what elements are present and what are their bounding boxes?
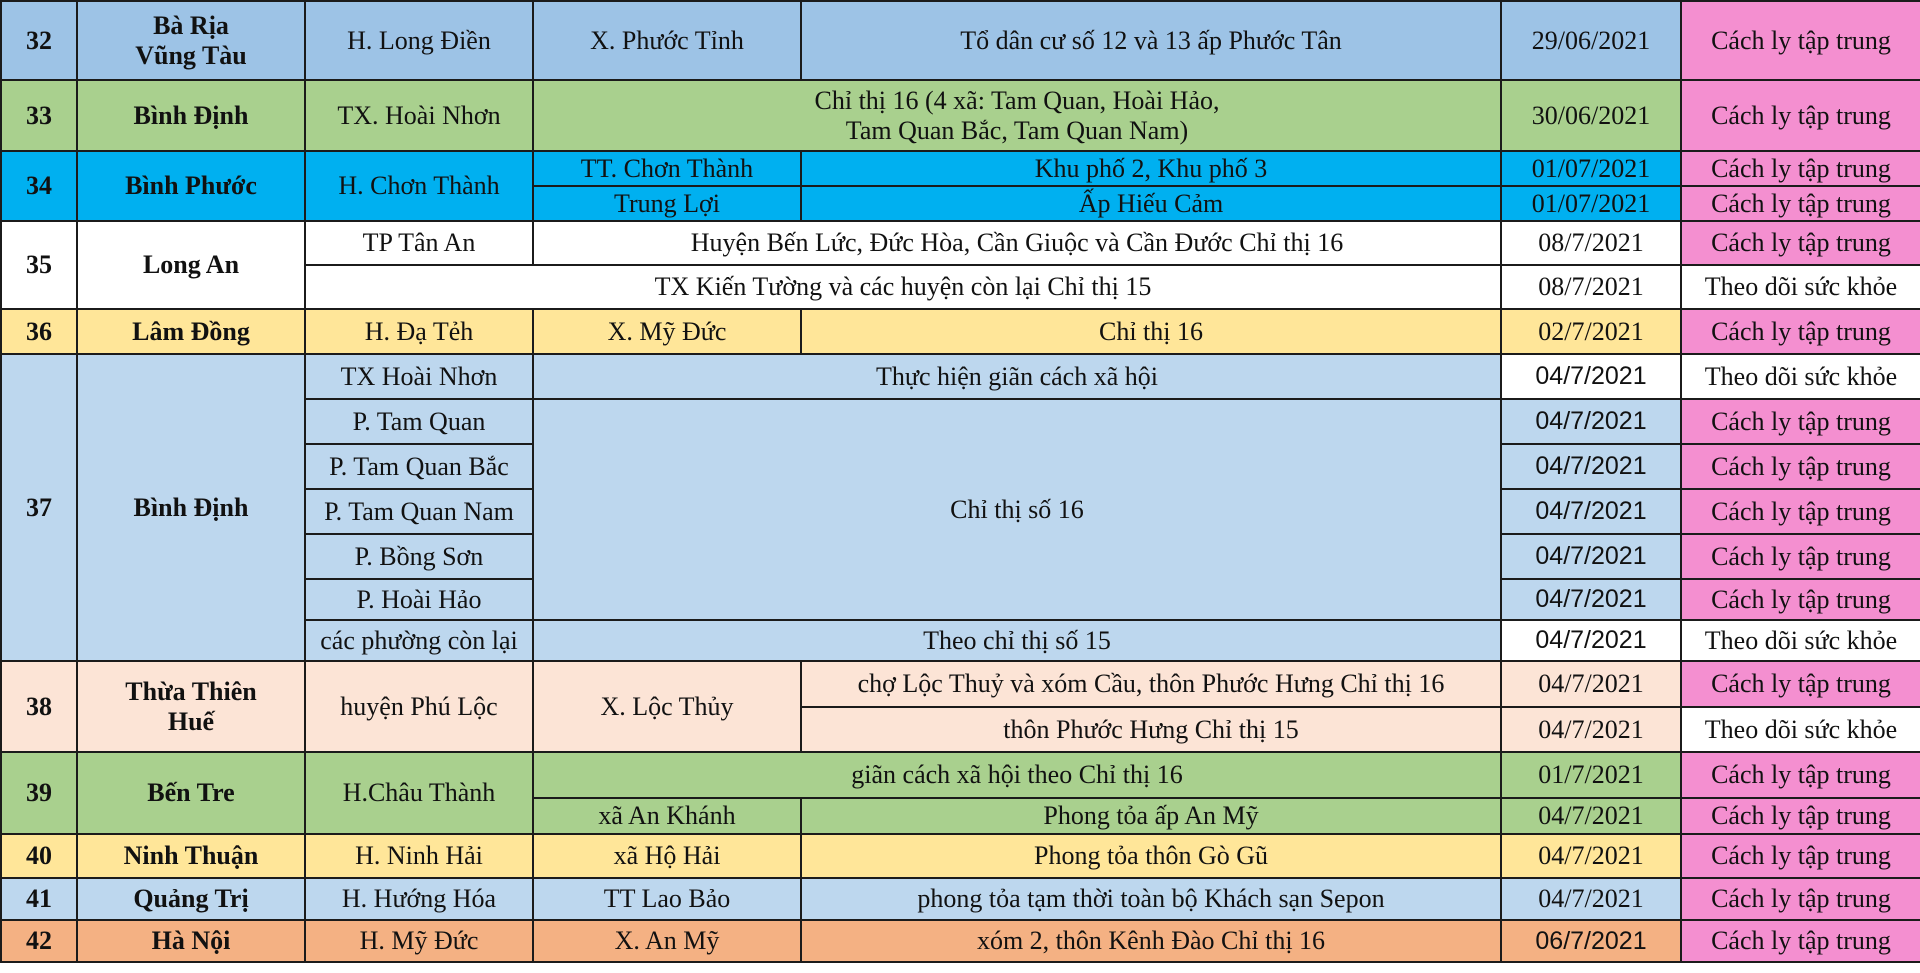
province-cell: Ninh Thuận xyxy=(77,834,305,878)
table-row xyxy=(1,920,1920,962)
district-cell: các phường còn lại xyxy=(305,620,533,661)
date-cell: 01/07/2021 xyxy=(1501,151,1681,186)
status-cell: Cách ly tập trung xyxy=(1681,834,1920,878)
detail-cell: Ấp Hiếu Cảm xyxy=(801,186,1501,221)
detail-cell: Khu phố 2, Khu phố 3 xyxy=(801,151,1501,186)
commune-cell: X. An Mỹ xyxy=(533,920,801,962)
detail-cell: chợ Lộc Thuỷ và xóm Cầu, thôn Phước Hưng Chỉ thị 16 xyxy=(801,661,1501,707)
date-cell: 01/7/2021 xyxy=(1501,752,1681,798)
status-cell: Cách ly tập trung xyxy=(1681,186,1920,221)
detail-cell: Chỉ thị 16 xyxy=(801,309,1501,354)
status-cell: Cách ly tập trung xyxy=(1681,878,1920,920)
district-cell: P. Tam Quan xyxy=(305,399,533,444)
province-cell: Quảng Trị xyxy=(77,878,305,920)
table-row xyxy=(1,1,1920,80)
detail-cell: Phong tỏa thôn Gò Gũ xyxy=(801,834,1501,878)
status-cell: Cách ly tập trung xyxy=(1681,444,1920,489)
status-cell: Cách ly tập trung xyxy=(1681,80,1920,151)
status-cell: Cách ly tập trung xyxy=(1681,221,1920,265)
row-number: 33 xyxy=(1,80,77,151)
province-cell: Bình Định xyxy=(77,354,305,661)
detail-cell: thôn Phước Hưng Chỉ thị 15 xyxy=(801,707,1501,752)
status-cell: Cách ly tập trung xyxy=(1681,151,1920,186)
date-cell: 04/7/2021 xyxy=(1501,620,1681,661)
district-cell: TX Hoài Nhơn xyxy=(305,354,533,399)
date-cell: 04/7/2021 xyxy=(1501,489,1681,534)
table-row xyxy=(1,309,1920,354)
date-cell: 04/7/2021 xyxy=(1501,534,1681,579)
table-row xyxy=(1,151,1920,186)
date-cell: 04/7/2021 xyxy=(1501,834,1681,878)
commune-cell: TT Lao Bảo xyxy=(533,878,801,920)
status-cell: Cách ly tập trung xyxy=(1681,1,1920,80)
district-cell: H. Long Điền xyxy=(305,1,533,80)
district-cell: H. Hướng Hóa xyxy=(305,878,533,920)
status-cell: Cách ly tập trung xyxy=(1681,309,1920,354)
district-cell: huyện Phú Lộc xyxy=(305,661,533,752)
row-number: 37 xyxy=(1,354,77,661)
row-number: 40 xyxy=(1,834,77,878)
status-cell: Cách ly tập trung xyxy=(1681,661,1920,707)
status-cell: Cách ly tập trung xyxy=(1681,579,1920,620)
date-cell: 04/7/2021 xyxy=(1501,878,1681,920)
status-cell: Cách ly tập trung xyxy=(1681,489,1920,534)
table-row xyxy=(1,878,1920,920)
province-cell: Hà Nội xyxy=(77,920,305,962)
status-cell: Cách ly tập trung xyxy=(1681,399,1920,444)
date-cell: 08/7/2021 xyxy=(1501,221,1681,265)
district-cell: P. Tam Quan Nam xyxy=(305,489,533,534)
table-row xyxy=(1,80,1920,151)
district-cell: P. Tam Quan Bắc xyxy=(305,444,533,489)
date-cell: 08/7/2021 xyxy=(1501,265,1681,309)
district-cell: H. Mỹ Đức xyxy=(305,920,533,962)
date-cell: 04/7/2021 xyxy=(1501,798,1681,834)
detail-cell: giãn cách xã hội theo Chỉ thị 16 xyxy=(533,752,1501,798)
province-cell xyxy=(77,1,305,80)
province-line: Bà Rịa Vũng Tàu xyxy=(135,10,247,70)
date-cell: 06/7/2021 xyxy=(1501,920,1681,962)
status-cell: Theo dõi sức khỏe xyxy=(1681,707,1920,752)
row-number: 39 xyxy=(1,752,77,834)
province-line: Thừa Thiên Huế xyxy=(125,676,257,736)
date-cell: 04/7/2021 xyxy=(1501,444,1681,489)
district-cell: H. Ninh Hải xyxy=(305,834,533,878)
row-number: 34 xyxy=(1,151,77,221)
date-cell: 04/7/2021 xyxy=(1501,399,1681,444)
detail-cell: TX Kiến Tường và các huyện còn lại Chỉ thị 15 xyxy=(305,265,1501,309)
status-cell: Cách ly tập trung xyxy=(1681,798,1920,834)
detail-cell: Tổ dân cư số 12 và 13 ấp Phước Tân xyxy=(801,1,1501,80)
row-number: 41 xyxy=(1,878,77,920)
detail-cell: Phong tỏa ấp An Mỹ xyxy=(801,798,1501,834)
commune-cell: X. Mỹ Đức xyxy=(533,309,801,354)
district-cell: TP Tân An xyxy=(305,221,533,265)
district-cell: H. Chơn Thành xyxy=(305,151,533,221)
detail-cell: Chỉ thị số 16 xyxy=(533,399,1501,620)
row-number: 36 xyxy=(1,309,77,354)
row-number: 32 xyxy=(1,1,77,80)
date-cell: 01/07/2021 xyxy=(1501,186,1681,221)
commune-cell: TT. Chơn Thành xyxy=(533,151,801,186)
province-cell: Bình Phước xyxy=(77,151,305,221)
province-cell: Bến Tre xyxy=(77,752,305,834)
detail-cell: xóm 2, thôn Kênh Đào Chỉ thị 16 xyxy=(801,920,1501,962)
status-cell: Theo dõi sức khỏe xyxy=(1681,354,1920,399)
district-cell: P. Bồng Sơn xyxy=(305,534,533,579)
status-cell: Cách ly tập trung xyxy=(1681,920,1920,962)
detail-lines: Chỉ thị 16 (4 xã: Tam Quan, Hoài Hảo, Tam Quan Bắc, Tam Quan Nam) xyxy=(814,85,1220,145)
table-row xyxy=(1,834,1920,878)
status-cell: Theo dõi sức khỏe xyxy=(1681,620,1920,661)
date-cell: 04/7/2021 xyxy=(1501,661,1681,707)
province-cell: Long An xyxy=(77,221,305,309)
commune-cell: Trung Lợi xyxy=(533,186,801,221)
commune-cell: X. Phước Tỉnh xyxy=(533,1,801,80)
status-cell: Cách ly tập trung xyxy=(1681,534,1920,579)
row-number: 42 xyxy=(1,920,77,962)
commune-cell: X. Lộc Thủy xyxy=(533,661,801,752)
province-cell: Lâm Đồng xyxy=(77,309,305,354)
row-number: 35 xyxy=(1,221,77,309)
detail-cell: Thực hiện giãn cách xã hội xyxy=(533,354,1501,399)
district-cell: H.Châu Thành xyxy=(305,752,533,834)
detail-cell: Theo chỉ thị số 15 xyxy=(533,620,1501,661)
date-cell: 30/06/2021 xyxy=(1501,80,1681,151)
status-cell: Cách ly tập trung xyxy=(1681,752,1920,798)
detail-cell xyxy=(533,80,1501,151)
district-cell: H. Đạ Tẻh xyxy=(305,309,533,354)
district-cell: P. Hoài Hảo xyxy=(305,579,533,620)
province-cell: Bình Định xyxy=(77,80,305,151)
date-cell: 04/7/2021 xyxy=(1501,707,1681,752)
date-cell: 04/7/2021 xyxy=(1501,579,1681,620)
table-row xyxy=(1,221,1920,265)
date-cell: 04/7/2021 xyxy=(1501,354,1681,399)
status-cell: Theo dõi sức khỏe xyxy=(1681,265,1920,309)
commune-cell: xã Hộ Hải xyxy=(533,834,801,878)
district-cell: TX. Hoài Nhơn xyxy=(305,80,533,151)
commune-cell: xã An Khánh xyxy=(533,798,801,834)
detail-cell: Huyện Bến Lức, Đức Hòa, Cần Giuộc và Cần Đước Chỉ thị 16 xyxy=(533,221,1501,265)
detail-cell: phong tỏa tạm thời toàn bộ Khách sạn Sepon xyxy=(801,878,1501,920)
table-row xyxy=(1,752,1920,798)
row-number: 38 xyxy=(1,661,77,752)
table-row xyxy=(1,661,1920,707)
province-cell xyxy=(77,661,305,752)
date-cell: 29/06/2021 xyxy=(1501,1,1681,80)
table-row xyxy=(1,354,1920,399)
date-cell: 02/7/2021 xyxy=(1501,309,1681,354)
